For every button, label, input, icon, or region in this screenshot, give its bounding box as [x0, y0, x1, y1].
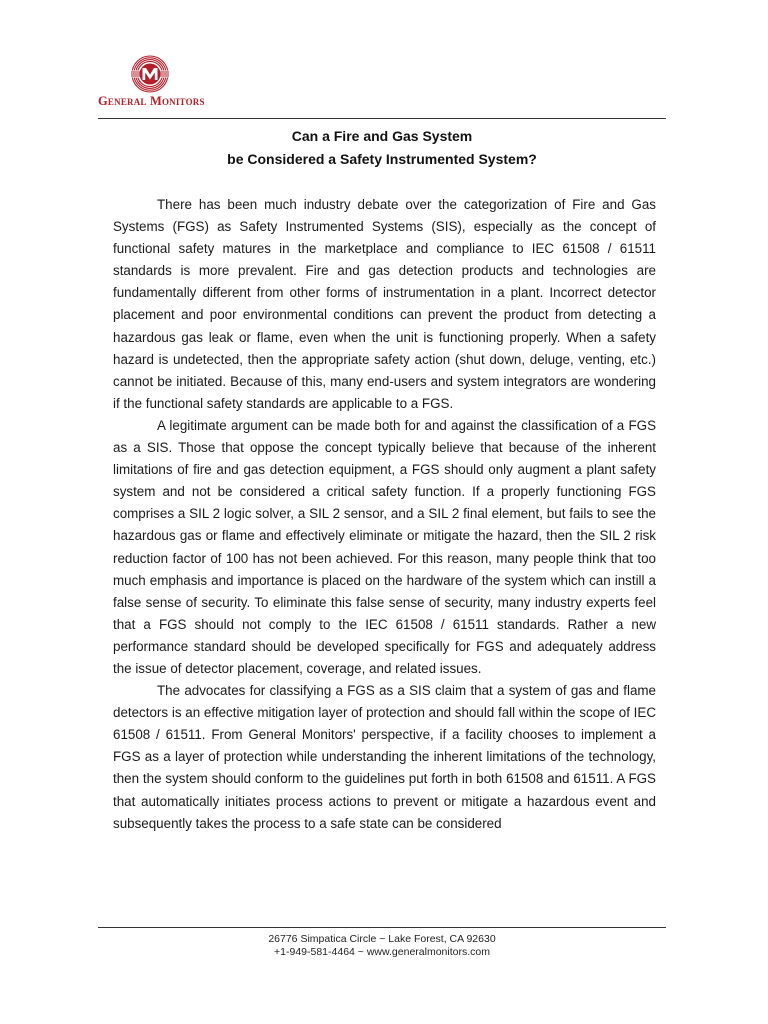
paragraph-2: A legitimate argument can be made both for and against the classification of a FGS as a SIS. Those that oppose the concept typically believe that because of the inherent limitations of fire and gas detection equipment, a FGS should only augment a plant safety system and not be considered a critical safety function. If a properly functioning FGS comprises a SIL 2 logic solver, a SIL 2 sensor, and a SIL 2 final element, but fails to see the hazardous gas or flame and effectively eliminate or mitigate the hazard, then the SIL 2 risk reduction factor of 100 has not been achieved. For this reason, many people think that too much emphasis and importance is placed on the hardware of the system which can instill a false sense of security. To eliminate this false sense of security, many industry experts feel that a FGS should not comply to the IEC 61508 / 61511 standards. Rather a new performance standard should be developed specifically for FGS and adequately address the issue of detector placement, coverage, and related issues.	[113, 417, 656, 676]
company-logo	[98, 54, 206, 110]
paragraph-3: The advocates for classifying a FGS as a SIS claim that a system of gas and flame detectors is an effective mitigation layer of protection and should fall within the scope of IEC 61508 / 61511. From General Monitors' perspective, if a facility chooses to implement a FGS as a layer of protection while understanding the inherent limitations of the technology, then the system should conform to the guidelines put forth in both 61508 and 61511. A FGS that automatically initiates process actions to prevent or mitigate a hazardous event and subsequently takes the process to a safe state can be considered	[113, 683, 656, 831]
document-body	[113, 194, 656, 835]
footer-divider	[98, 927, 666, 928]
document-title-line-1: Can a Fire and Gas System	[291, 128, 473, 144]
footer-address: 26776 Simpatica Circle ~ Lake Forest, CA 92630	[268, 933, 496, 945]
footer-contact: +1-949-581-4464 ~ www.generalmonitors.com	[274, 946, 490, 958]
paragraph-1: There has been much industry debate over the categorization of Fire and Gas Systems (FGS) as Safety Instrumented Systems (SIS), especially as the concept of functional safety matures in the marketplace and compliance to IEC 61508 / 61511 standards is more prevalent. Fire and gas detection products and technologies are fundamentally different from other forms of instrumentation in a plant. Incorrect detector placement and poor environmental conditions can prevent the product from detecting a hazardous gas leak or flame, even when the unit is functioning properly. When a safety hazard is undetected, then the appropriate safety action (shut down, deluge, venting, etc.) cannot be initiated. Because of this, many end-users and system integrators are wondering if the functional safety standards are applicable to a FGS.	[113, 197, 656, 411]
header-divider	[98, 118, 666, 119]
document-title-line-2: be Considered a Safety Instrumented System?	[227, 151, 537, 167]
logo-wordmark: General Monitors	[98, 94, 205, 108]
general-monitors-logo-icon	[130, 54, 170, 94]
